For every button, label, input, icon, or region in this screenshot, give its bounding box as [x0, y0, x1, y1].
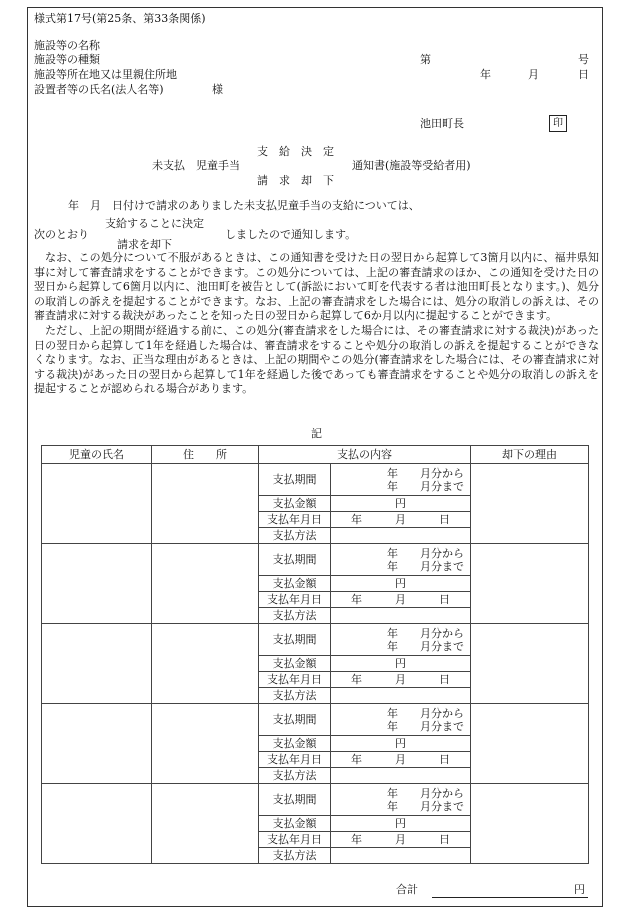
go-label: 号	[578, 53, 589, 66]
form-number: 様式第17号(第25条、第33条関係)	[34, 12, 206, 25]
table-row	[42, 624, 589, 656]
intro-line: 年 月 日付けで請求のありました未支払児童手当の支給については、	[68, 199, 420, 212]
address-cell[interactable]	[152, 624, 259, 704]
header-address: 住 所	[152, 446, 259, 464]
total-yen: 円	[574, 883, 585, 896]
intro-tsugi: 次のとおり	[34, 228, 89, 241]
period-label: 支払期間	[259, 624, 331, 656]
date-value[interactable]: 年 月 日	[331, 752, 471, 768]
date-value[interactable]: 年 月 日	[331, 672, 471, 688]
sama-label: 様	[212, 83, 223, 96]
title-decision: 支 給 決 定	[257, 145, 334, 158]
header-rejection-reason: 却下の理由	[471, 446, 589, 464]
amount-value[interactable]: 円	[331, 656, 471, 672]
amount-value[interactable]: 円	[331, 816, 471, 832]
period-to: 年 月分まで	[387, 799, 464, 813]
date-value[interactable]: 年 月 日	[331, 512, 471, 528]
period-label: 支払期間	[259, 704, 331, 736]
date-label: 支払年月日	[259, 752, 331, 768]
appeal-paragraph-2: ただし、上記の期間が経過する前に、この処分(審査請求をした場合には、その審査請求に対する裁決)があった日の翌日から起算して1年を経過した場合は、審査請求をすることや処分の取消しの訴えを提起することができなくなります。なお、正当な理由があるときは、上記の期間やこの処分(審査請求をした場合には、その審査請求に対する裁決)があった日の翌日から起算して1年を経過した後であっても審査請求をすることや処分の取消しの訴えを提起することが認められる場合があります。	[34, 323, 599, 396]
total-underline	[432, 897, 588, 898]
rejection-reason-cell[interactable]	[471, 624, 589, 704]
intro-suffix: しましたので通知します。	[225, 228, 357, 241]
address-cell[interactable]	[152, 784, 259, 864]
date-label: 支払年月日	[259, 592, 331, 608]
period-to: 年 月分まで	[387, 639, 464, 653]
period-label: 支払期間	[259, 464, 331, 496]
founder-name-label: 設置者等の氏名(法人名等)	[34, 83, 164, 96]
period-value[interactable]	[331, 624, 471, 656]
method-value[interactable]	[331, 528, 471, 544]
period-label: 支払期間	[259, 544, 331, 576]
method-value[interactable]	[331, 848, 471, 864]
address-cell[interactable]	[152, 464, 259, 544]
method-label: 支払方法	[259, 688, 331, 704]
period-value[interactable]	[331, 784, 471, 816]
header-payment-content: 支払の内容	[259, 446, 471, 464]
facility-address-label: 施設等所在地又は里親住所地	[34, 68, 177, 81]
date-label: 支払年月日	[259, 672, 331, 688]
period-to: 年 月分まで	[387, 559, 464, 573]
date-day-label: 日	[578, 68, 589, 81]
amount-label: 支払金額	[259, 656, 331, 672]
period-label: 支払期間	[259, 784, 331, 816]
ki-label: 記	[311, 427, 322, 440]
period-value[interactable]	[331, 464, 471, 496]
address-cell[interactable]	[152, 544, 259, 624]
intro-option-pay: 支給することに決定	[105, 217, 204, 230]
rejection-reason-cell[interactable]	[471, 544, 589, 624]
title-rejection: 請 求 却 下	[257, 174, 334, 187]
method-value[interactable]	[331, 688, 471, 704]
rejection-reason-cell[interactable]	[471, 784, 589, 864]
method-label: 支払方法	[259, 768, 331, 784]
amount-value[interactable]: 円	[331, 496, 471, 512]
date-value[interactable]: 年 月 日	[331, 832, 471, 848]
dai-label: 第	[420, 53, 431, 66]
amount-label: 支払金額	[259, 576, 331, 592]
period-from: 年 月分から	[387, 546, 464, 560]
rejection-reason-cell[interactable]	[471, 704, 589, 784]
mayor-label: 池田町長	[420, 117, 464, 130]
period-to: 年 月分まで	[387, 719, 464, 733]
period-value[interactable]	[331, 704, 471, 736]
date-year-label: 年	[480, 68, 491, 81]
period-value[interactable]	[331, 544, 471, 576]
child-name-cell[interactable]	[42, 464, 152, 544]
amount-label: 支払金額	[259, 496, 331, 512]
date-label: 支払年月日	[259, 512, 331, 528]
table-row	[42, 544, 589, 576]
table-row	[42, 704, 589, 736]
method-label: 支払方法	[259, 608, 331, 624]
facility-name-label: 施設等の名称	[34, 39, 100, 52]
period-to: 年 月分まで	[387, 479, 464, 493]
intro-option-reject: 請求を却下	[117, 238, 172, 251]
header-child-name: 児童の氏名	[42, 446, 152, 464]
table-row	[42, 784, 589, 816]
date-label: 支払年月日	[259, 832, 331, 848]
amount-label: 支払金額	[259, 736, 331, 752]
method-label: 支払方法	[259, 848, 331, 864]
child-name-cell[interactable]	[42, 704, 152, 784]
method-value[interactable]	[331, 608, 471, 624]
child-name-cell[interactable]	[42, 544, 152, 624]
rejection-reason-cell[interactable]	[471, 464, 589, 544]
table-row	[42, 464, 589, 496]
payment-table	[41, 445, 589, 864]
period-from: 年 月分から	[387, 626, 464, 640]
appeal-paragraph-1: なお、この処分について不服があるときは、この通知書を受けた日の翌日から起算して3箇月以内に、福井県知事に対して審査請求をすることができます。この処分については、上記の審査請求のほか、この通知を受けた日の翌日から起算して6箇月以内に、池田町を被告として(訴訟において町を代表する者は池田町長となります。)、処分の取消しの訴えを提起することができます。なお、上記の審査請求をした場合には、処分の取消しの訴えは、その審査請求に対する裁決があったことを知った日の翌日から起算して6か月以内に提起することができます。	[34, 251, 599, 323]
date-value[interactable]: 年 月 日	[331, 592, 471, 608]
period-from: 年 月分から	[387, 706, 464, 720]
facility-type-label: 施設等の種類	[34, 53, 100, 66]
title-left: 未支払 児童手当	[152, 159, 240, 172]
child-name-cell[interactable]	[42, 784, 152, 864]
method-label: 支払方法	[259, 528, 331, 544]
amount-value[interactable]: 円	[331, 576, 471, 592]
seal-stamp: 印	[549, 115, 567, 132]
period-from: 年 月分から	[387, 786, 464, 800]
amount-value[interactable]: 円	[331, 736, 471, 752]
address-cell[interactable]	[152, 704, 259, 784]
child-name-cell[interactable]	[42, 624, 152, 704]
title-right: 通知書(施設等受給者用)	[352, 159, 471, 172]
date-month-label: 月	[528, 68, 539, 81]
total-label: 合計	[396, 883, 418, 896]
appeal-notice	[34, 251, 599, 397]
method-value[interactable]	[331, 768, 471, 784]
amount-label: 支払金額	[259, 816, 331, 832]
period-from: 年 月分から	[387, 466, 464, 480]
